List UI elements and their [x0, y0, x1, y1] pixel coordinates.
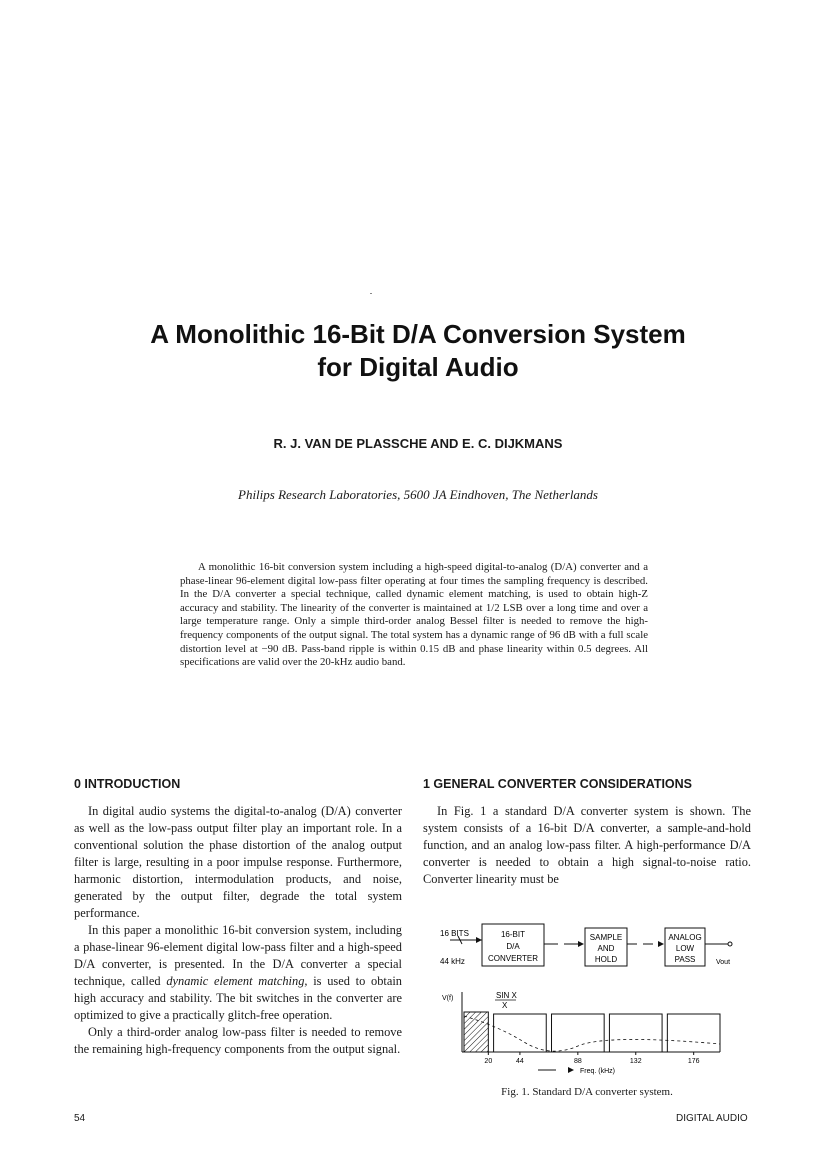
dac-label-3: CONVERTER: [487, 954, 539, 963]
x-tick-label-4: 132: [629, 1058, 642, 1065]
intro-paragraph-1: In digital audio systems the digital-to-analog (D/A) converter as well as the low-pass output filter play an important role. In a conventional solution the phase distortion of the analog output filter is large, resulting in a poor impulse response. Furthermore, harmonic distortion, intermodulation products, and noise, generated by the output filter, degrade the total system performance.: [74, 804, 402, 920]
intro-paragraph-2: [74, 922, 402, 1024]
x-tick-label-2: 44: [516, 1058, 524, 1065]
intro-paragraph-3: Only a third-order analog low-pass filter is needed to remove the remaining high-frequency components from the output signal.: [74, 1025, 402, 1056]
paper-affiliation: Philips Research Laboratories, 5600 JA Eindhoven, The Netherlands: [238, 487, 598, 502]
sinx-envelope-curve: [464, 1016, 720, 1051]
figure-1-svg: [428, 918, 758, 1078]
section-heading-general: 1 GENERAL CONVERTER CONSIDERATIONS: [423, 777, 693, 791]
sh-label-1: SAMPLE: [589, 933, 623, 942]
dac-label-2: D/A: [506, 942, 520, 951]
input-bits-label: 16 BITS: [440, 929, 469, 938]
paper-title: [0, 318, 836, 384]
freq-axis-label: Freq. (kHz): [580, 1068, 615, 1075]
title-line-1: A Monolithic 16-Bit D/A Conversion System: [150, 319, 686, 349]
abstract: A monolithic 16-bit conversion system including a high-speed digital-to-analog (D/A) converter and a phase-linear 96-element digital low-pass filter operating at four times the sampling frequency is described. In the D/A converter a special technique, called dynamic element matching, is used to obtain high-Z accuracy and stability. The linearity of the converter is maintained at 1/2 LSB over a long time and over a large temperature range. Only a simple third-order analog Bessel filter is needed to remove the high-frequency components of the output signal. The total system has a dynamic range of 96 dB with a full scale distortion level at −90 dB. Pass-band ripple is within 0.15 dB and phase linearity within 0.5 degrees. All specifications are valid over the 20-kHz audio band.: [180, 561, 648, 669]
dac-to-sh-arrowhead: [578, 941, 584, 947]
input-rate-label: 44 kHz: [440, 957, 465, 966]
intro-p2-text-b: is used to obtain high accuracy and stability. The bit switches in the converter are optimized to give a practically glitch-free operation.: [74, 974, 402, 1022]
figure-1: [428, 918, 758, 1078]
section1-paragraph-1: In Fig. 1 a standard D/A converter system is shown. The system consists of a 16-bit D/A converter, a sample-and-hold function, and an analog low-pass filter. A high-performance D/A converter is needed to obtain a high signal-to-noise ratio. Converter linearity must be: [423, 804, 751, 886]
title-line-2: for Digital Audio: [317, 352, 519, 382]
output-terminal: [728, 942, 732, 946]
page-number: 54: [74, 1113, 86, 1124]
spectrum-plot: [442, 991, 720, 1075]
image-band-4: [667, 1014, 720, 1052]
x-tick-label-5: 176: [687, 1058, 700, 1065]
lp-label-2: LOW: [675, 944, 695, 953]
paper-authors: R. J. VAN DE PLASSCHE AND E. C. DIJKMANS: [273, 436, 563, 451]
left-column: [74, 777, 402, 1058]
x-tick-label-3: 88: [573, 1058, 582, 1065]
spectrum-bands: [464, 1012, 720, 1052]
sinx-denominator: X: [502, 1001, 508, 1010]
baseband-band: [464, 1012, 488, 1052]
output-label: Vout: [716, 959, 731, 966]
spectrum-ticks: [484, 1052, 699, 1065]
image-band-1: [494, 1014, 547, 1052]
input-arrowhead: [476, 937, 482, 943]
intro-p2-text-a: In this paper a monolithic 16-bit conversion system, including a phase-linear 96-element digital low-pass filter and a high-speed D/A converter, is presented. In the D/A converter a special technique, called: [74, 923, 402, 988]
image-band-3: [609, 1014, 662, 1052]
intro-p2-emphasis: dynamic element matching,: [166, 974, 308, 988]
section-heading-introduction: 0 INTRODUCTION: [74, 777, 181, 791]
sh-to-lp-arrowhead: [658, 941, 664, 947]
sh-label-2: AND: [597, 944, 615, 953]
journal-name: DIGITAL AUDIO: [676, 1113, 748, 1124]
spectrum-y-label: V(f): [442, 995, 454, 1002]
lp-label-1: ANALOG: [668, 933, 702, 942]
figure-1-caption: Fig. 1. Standard D/A converter system.: [501, 1086, 673, 1098]
sh-label-3: HOLD: [594, 955, 618, 964]
freq-axis-arrowhead: [568, 1067, 574, 1073]
stray-mark: [370, 293, 372, 294]
x-tick-label-1: 20: [484, 1058, 493, 1065]
lp-label-3: PASS: [674, 955, 696, 964]
dac-label-1: 16-BIT: [500, 930, 526, 939]
sinx-label: SIN X: [496, 991, 517, 1000]
right-column: [423, 777, 751, 888]
